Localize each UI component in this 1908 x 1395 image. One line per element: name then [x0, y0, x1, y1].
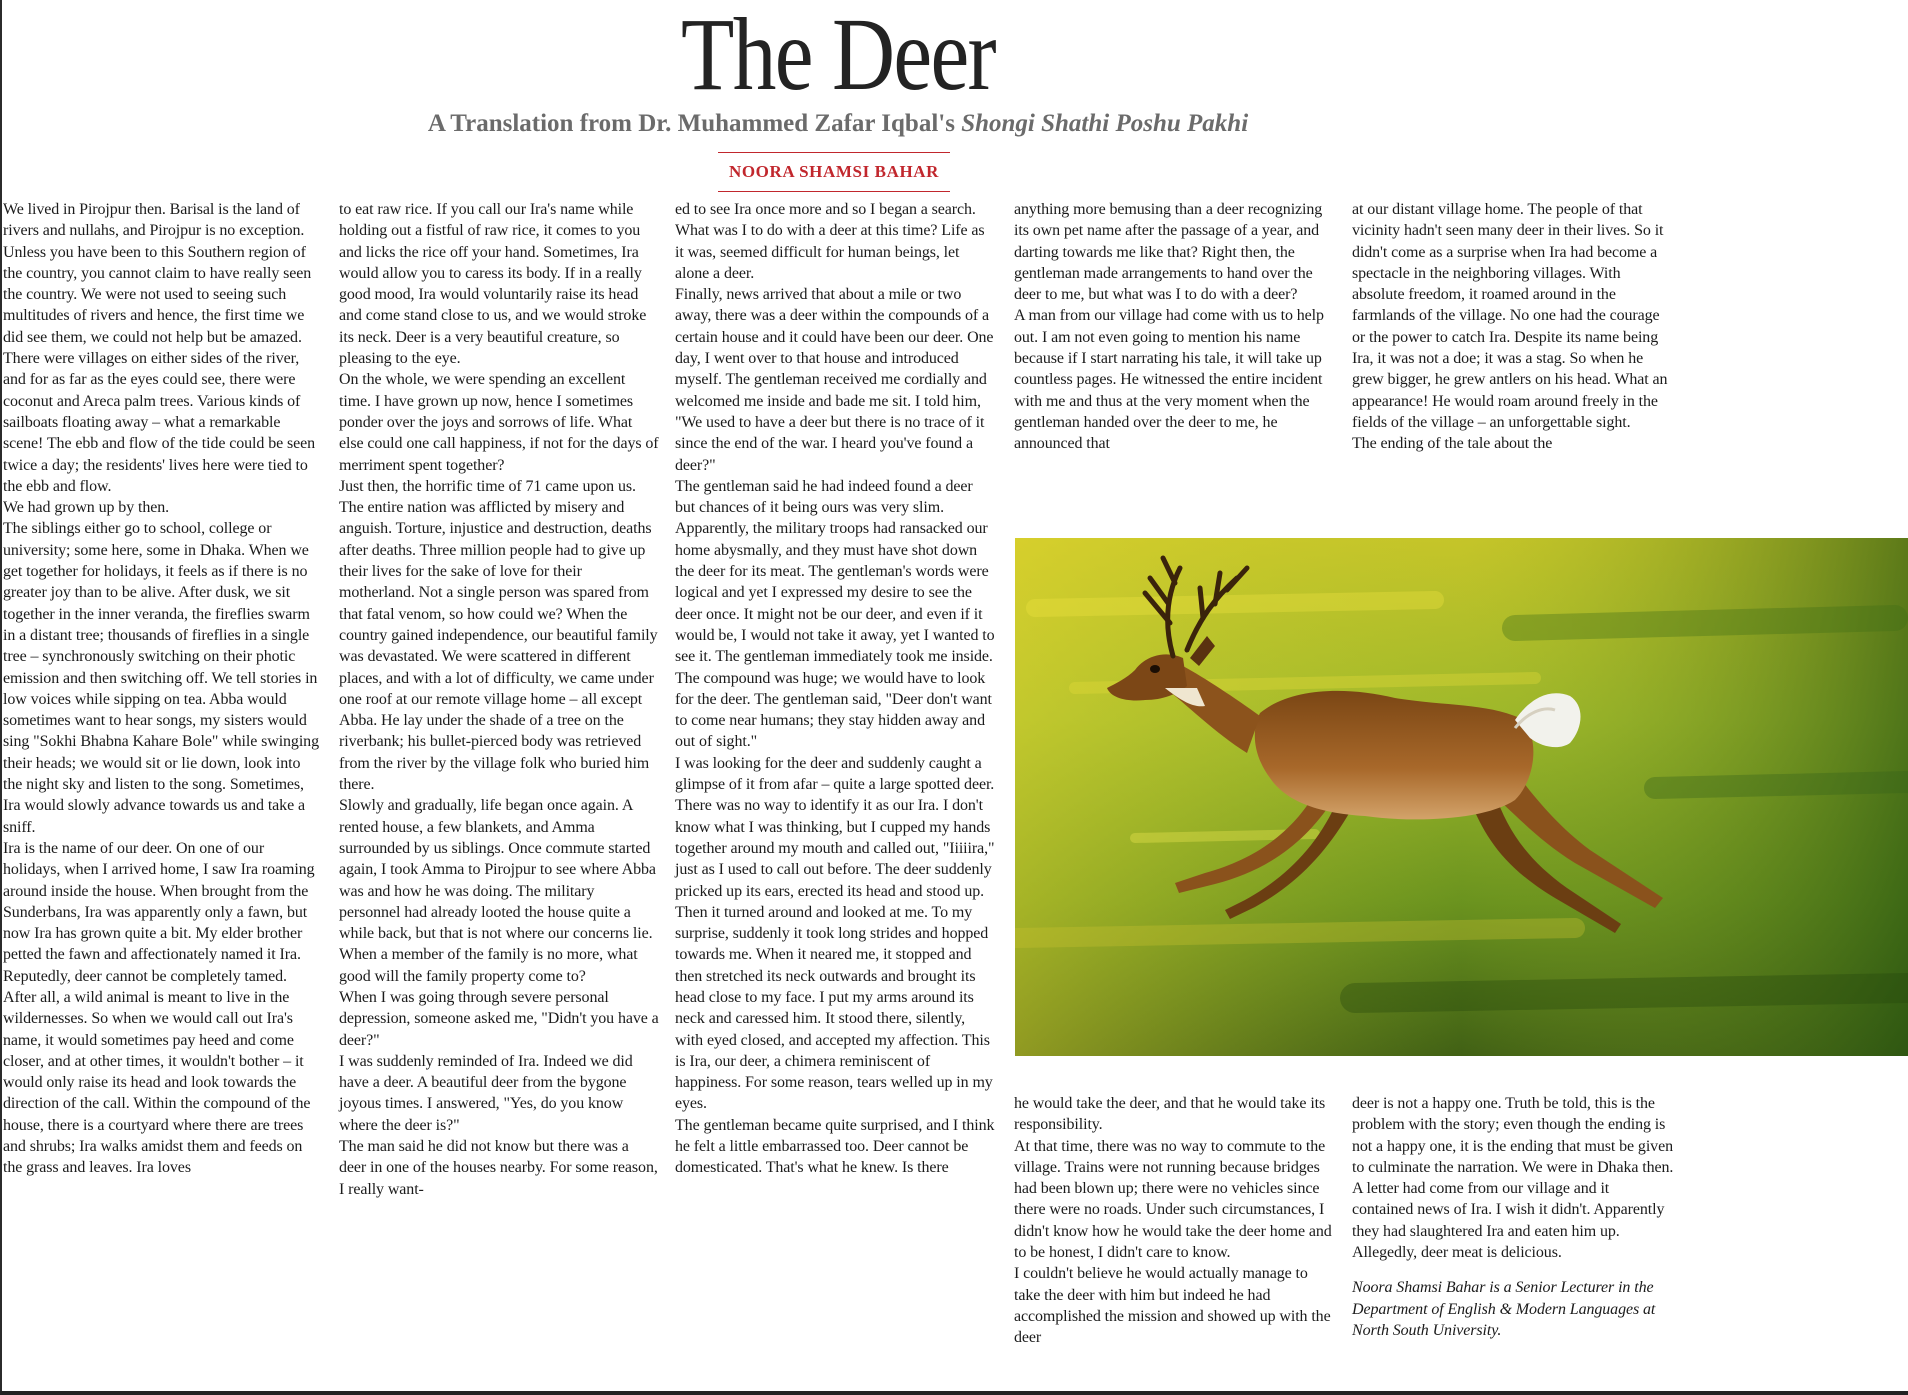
author-byline: NOORA SHAMSI BAHAR [718, 152, 950, 192]
article-column-4-top: anything more bemusing than a deer recognizing its own pet name after the passage of a year, and darting towards me like that? Right then, the gentleman made arrangements to hand over the deer to me, but what was I to do with a deer? A man from our village had come with us to help out. I am not even going to mention his name because if I start narrating his tale, it will take up countless pages. He witnessed the entire incident with me and thus at the very moment when the gentleman handed over the deer to me, he announced that [1014, 201, 1324, 453]
article-column-1: We lived in Pirojpur then. Barisal is the land of rivers and nullahs, and Pirojpur is no exception. Unless you have been to this Southern region of the country, you cannot claim to have really seen the country. We were not used to seeing such multitudes of rivers and hence, the first time we did see them, we could not help but be amazed. There were villages on either sides of the river, and for as far as the eyes could see, there were coconut and Areca palm trees. Various kinds of sailboats floating away – what a remarkable scene! The ebb and flow of the tide could be seen twice a day; the residents' lives here were tied to the ebb and flow. We had grown up by then. The siblings either go to school, college or university; some here, some in Dhaka. When we get together for holidays, it feels as if there is no greater joy than to be alive. After dusk, we sit together in the inner veranda, the fireflies swarm in a distant tree; thousands of fireflies in a single tree – synchronously switching on their photic emission and then switching off. We tell stories in low voices while sipping on tea. Abba would sometimes want to hear songs, my sisters would sing "Sokhi Bhabna Kahare Bole" while swinging their heads; we would sit or lie down, look into the night sky and listen to the song. Sometimes, Ira would slowly advance towards us and take a sniff. Ira is the name of our deer. On one of our holidays, when I arrived home, I saw Ira roaming around inside the house. When brought from the Sunderbans, Ira was apparently only a fawn, but now Ira has grown quite a bit. My elder brother petted the fawn and affectionately named it Ira. Reputedly, deer cannot be completely tamed. After all, a wild animal is meant to live in the wildernesses. So when we would call out Ira's name, it would sometimes pay heed and come closer, and at other times, it wouldn't bother – it would only raise its head and look towards the direction of the call. Within the compound of the house, there is a courtyard where there are trees and shrubs; Ira walks amidst them and feeds on the grass and leaves. Ira loves [3, 201, 319, 1177]
article-subtitle [0, 106, 1676, 142]
deer-painting-svg [1015, 538, 1908, 1056]
article-column-5-bottom [1352, 1093, 1674, 1341]
motion-streak [1655, 782, 1908, 788]
subtitle-prefix: A Translation from Dr. Muhammed Zafar Iqbal's [427, 110, 962, 137]
column-5-bottom-text: deer is not a happy one. Truth be told, this is the problem with the story; even though the ending is not a happy one, it is the ending that must be given to culminate the narration. We were in Dhaka then. A letter had come from our village and it contained news of Ira. I wish it didn't. Apparently they had slaughtered Ira and eaten him up. Allegedly, deer meat is delicious. [1352, 1095, 1674, 1262]
motion-streak [1355, 988, 1908, 998]
deer-illustration [1015, 538, 1908, 1056]
article-column-5-top: at our distant village home. The people of that vicinity hadn't seen many deer in their lives. So it didn't come as a surprise when Ira had become a spectacle in the neighboring villages. With absolute freedom, it roamed around in the farmlands of the village. No one had the courage or the power to catch Ira. Despite its name being Ira, it was not a doe; it was a stag. So when he grew bigger, he grew antlers on his head. What an appearance! He would roam around freely in the fields of the village – an unforgettable sight. The ending of the tale about the [1352, 201, 1668, 453]
bottom-edge-rule [0, 1391, 1908, 1395]
article-column-4-bottom: he would take the deer, and that he would take its responsibility. At that time, there was no way to commute to the village. Trains were not running because bridges had been blown up; there were no vehicles since there were no roads. Under such circumstances, I didn't know how he would take the deer home and to be honest, I didn't care to know. I couldn't believe he would actually manage to take the deer with him but indeed he had accomplished the mission and showed up with the deer [1014, 1095, 1332, 1347]
article-column-3: ed to see Ira once more and so I began a search. What was I to do with a deer at this time? Life as it was, seemed difficult for human beings, let alone a deer. Finally, news arrived that about a mile or two away, there was a deer within the compounds of a certain house and it could have been our deer. One day, I went over to that house and introduced myself. The gentleman received me cordially and welcomed me inside and bade me sit. I told him, "We used to have a deer but there is no trace of it since the end of the war. I heard you've found a deer?" The gentleman said he had indeed found a deer but chances of it being ours was very slim. Apparently, the military troops had ransacked our home abysmally, and they must have shot down the deer for its meat. The gentleman's words were logical and yet I expressed my desire to see the deer once. It might not be our deer, and even if it would be, I would not take it away, yet I wanted to see it. The gentleman immediately took me inside. The compound was huge; we would have to look for the deer. The gentleman said, "Deer don't want to come near humans; they stay hidden away and out of sight." I was looking for the deer and suddenly caught a glimpse of it from afar – quite a large spotted deer. There was no way to identify it as our Ira. I don't know what I was thinking, but I cupped my hands together around my mouth and called out, "Iiiiira," just as I used to call out before. The deer suddenly pricked up its ears, erected its head and stood up. Then it turned around and looked at me. To my surprise, suddenly it took long strides and hopped towards me. When it neared me, it stopped and then stretched its neck outwards and brought its head close to my face. I put my arms around its neck and caressed him. It stood there, silently, with eyed closed, and accepted my affection. This is Ira, our deer, a chimera reminiscent of happiness. For some reason, tears welled up in my eyes. The gentleman became quite surprised, and I think he felt a little embarrassed too. Deer cannot be domesticated. That's what he knew. Is there [675, 201, 995, 1177]
motion-streak [1515, 618, 1895, 628]
left-edge-rule [0, 0, 2, 1395]
subtitle-book-title: Shongi Shathi Poshu Pakhi [961, 110, 1249, 137]
motion-streak [1015, 928, 1575, 938]
motion-streak [1035, 600, 1435, 608]
article-column-2: to eat raw rice. If you call our Ira's name while holding out a fistful of raw rice, it comes to you and licks the rice off your hand. Sometimes, Ira would allow you to caress its body. If in a really good mood, Ira would voluntarily raise its head and come stand close to us, and we would stroke its neck. Deer is a very beautiful creature, so pleasing to the eye. On the whole, we were spending an excellent time. I have grown up now, hence I sometimes ponder over the joys and sorrows of life. What else could one call happiness, if not for the days of merriment spent together? Just then, the horrific time of 71 came upon us. The entire nation was afflicted by misery and anguish. Torture, injustice and destruction, deaths after deaths. Three million people had to give up their lives for the sake of love for their motherland. Not a single person was spared from that fatal venom, so how could we? When the country gained independence, our beautiful family was devastated. We were scattered in different places, and with a lot of difficulty, we came under one roof at our remote village home – all except Abba. He lay under the shade of a tree on the riverbank; his bullet-pierced body was retrieved from the river by the village folk who buried him there. Slowly and gradually, life began once again. A rented house, a few blankets, and Amma surrounded by us siblings. Once commute started again, I took Amma to Pirojpur to see where Abba was and how he was doing. The military personnel had already looted the house quite a while back, but that is not where our concerns lie. When a member of the family is no more, what good will the family property come to? When I was going through severe personal depression, someone asked me, "Didn't you have a deer?" I was suddenly reminded of Ira. Indeed we did have a deer. A beautiful deer from the bygone joyous times. I answered, "Yes, do you know where the deer is?" The man said he did not know but there was a deer in one of the houses nearby. For some reason, I really want- [339, 201, 659, 1198]
author-credit: Noora Shamsi Bahar is a Senior Lecturer in the Department of English & Modern Languages at North South University. [1352, 1279, 1656, 1339]
article-title: The Deer [681, 0, 995, 112]
